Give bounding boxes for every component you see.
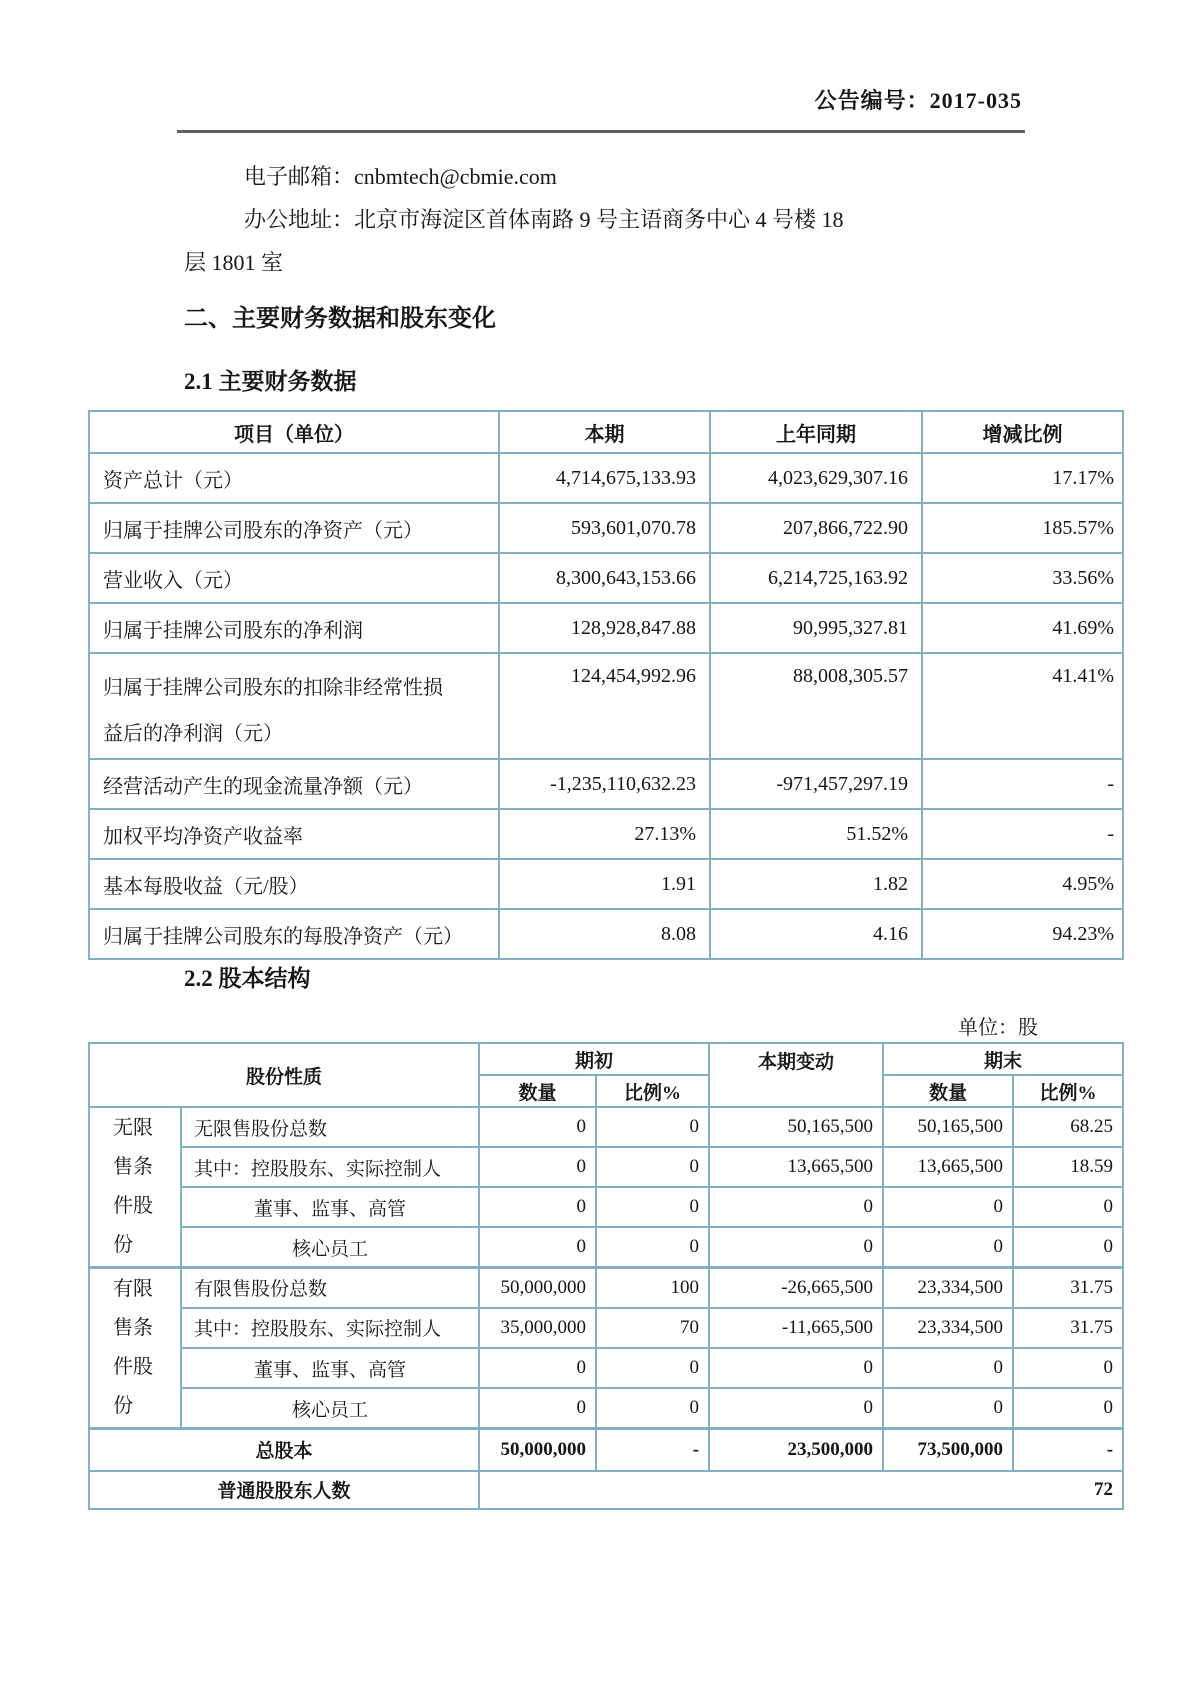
total-row <box>89 1429 1123 1471</box>
cell-begin-pct: 70 <box>596 1308 709 1348</box>
row-label: 有限售股份总数 <box>181 1268 479 1308</box>
subsection-heading-2-1: 2.1 主要财务数据 <box>184 369 357 394</box>
header-cell-begin-qty: 数量 <box>479 1075 596 1107</box>
cell-end-pct: 0 <box>1013 1187 1123 1227</box>
cell-change: 17.17% <box>922 453 1123 503</box>
row-label: 董事、监事、高管 <box>181 1348 479 1388</box>
group-label-restricted: 有限售条件股份 <box>89 1268 181 1429</box>
cell-end-qty: 50,165,500 <box>883 1107 1013 1147</box>
table-row <box>89 859 1123 909</box>
cell-prior: -971,457,297.19 <box>710 759 922 809</box>
table-row <box>89 1227 1123 1267</box>
cell-begin-qty: 50,000,000 <box>479 1268 596 1308</box>
cell-end-pct: 0 <box>1013 1388 1123 1428</box>
cell-change: -11,665,500 <box>709 1308 883 1348</box>
cell-prior: 1.82 <box>710 859 922 909</box>
section-heading: 二、主要财务数据和股东变化 <box>184 306 496 332</box>
header-cell-end-qty: 数量 <box>883 1075 1013 1107</box>
cell-change: - <box>922 809 1123 859</box>
cell-end-qty: 23,334,500 <box>883 1268 1013 1308</box>
cell-current: 8,300,643,153.66 <box>499 553 710 603</box>
table-row <box>89 1147 1123 1187</box>
address-line-1: 办公地址：北京市海淀区首体南路 9 号主语商务中心 4 号楼 18 <box>244 207 844 232</box>
cell-prior: 207,866,722.90 <box>710 503 922 553</box>
row-label: 董事、监事、高管 <box>181 1187 479 1227</box>
cell-change: 0 <box>709 1187 883 1227</box>
group-label-unrestricted: 无限售条件股份 <box>89 1107 181 1268</box>
financial-table-header-row <box>89 411 1123 453</box>
cell-begin-qty: 35,000,000 <box>479 1308 596 1348</box>
cell-end-pct: 18.59 <box>1013 1147 1123 1187</box>
row-label: 核心员工 <box>181 1227 479 1267</box>
cell-change: 0 <box>709 1348 883 1388</box>
row-label: 无限售股份总数 <box>181 1107 479 1147</box>
holders-count: 72 <box>479 1471 1123 1509</box>
cell-prior: 51.52% <box>710 809 922 859</box>
header-cell-begin-pct: 比例% <box>596 1075 709 1107</box>
cell-end-pct: 0 <box>1013 1348 1123 1388</box>
row-label: 归属于挂牌公司股东的净利润 <box>89 603 499 653</box>
cell-change: 23,500,000 <box>709 1429 883 1471</box>
cell-end-qty: 13,665,500 <box>883 1147 1013 1187</box>
email-line: 电子邮箱：cnbmtech@cbmie.com <box>244 164 557 189</box>
header-cell-item: 项目（单位） <box>89 411 499 453</box>
cell-begin-pct: 100 <box>596 1268 709 1308</box>
holders-row-label: 普通股股东人数 <box>89 1471 479 1509</box>
cell-change: 13,665,500 <box>709 1147 883 1187</box>
row-label: 其中：控股股东、实际控制人 <box>181 1308 479 1348</box>
cell-change: - <box>922 759 1123 809</box>
table-row <box>89 909 1123 959</box>
cell-change: 0 <box>709 1388 883 1428</box>
cell-change: 0 <box>709 1227 883 1267</box>
table-row <box>89 759 1123 809</box>
table-row <box>89 1308 1123 1348</box>
cell-current: -1,235,110,632.23 <box>499 759 710 809</box>
cell-begin-pct: 0 <box>596 1147 709 1187</box>
header-cell-change: 增减比例 <box>922 411 1123 453</box>
share-structure-table <box>88 1042 1124 1510</box>
cell-begin-qty: 50,000,000 <box>479 1429 596 1471</box>
table-row <box>89 503 1123 553</box>
cell-begin-pct: 0 <box>596 1107 709 1147</box>
cell-change: 4.95% <box>922 859 1123 909</box>
cell-begin-pct: 0 <box>596 1388 709 1428</box>
table-row <box>89 453 1123 503</box>
cell-end-qty: 0 <box>883 1227 1013 1267</box>
table-row <box>89 1268 1123 1308</box>
header-cell-end-pct: 比例% <box>1013 1075 1123 1107</box>
cell-prior: 4,023,629,307.16 <box>710 453 922 503</box>
row-label: 加权平均净资产收益率 <box>89 809 499 859</box>
header-cell-current: 本期 <box>499 411 710 453</box>
cell-begin-qty: 0 <box>479 1187 596 1227</box>
cell-current: 593,601,070.78 <box>499 503 710 553</box>
table-row <box>89 1388 1123 1428</box>
address-line-2: 层 1801 室 <box>184 250 284 275</box>
cell-change: 94.23% <box>922 909 1123 959</box>
cell-end-qty: 0 <box>883 1348 1013 1388</box>
cell-begin-pct: - <box>596 1429 709 1471</box>
unit-note: 单位：股 <box>958 1017 1038 1039</box>
cell-end-pct: 31.75 <box>1013 1308 1123 1348</box>
cell-end-pct: 31.75 <box>1013 1268 1123 1308</box>
header-cell-end: 期末 <box>883 1043 1123 1075</box>
table-row <box>89 1187 1123 1227</box>
table-row <box>89 1348 1123 1388</box>
subsection-heading-2-2: 2.2 股本结构 <box>184 966 311 991</box>
table-row <box>89 653 1123 759</box>
cell-begin-qty: 0 <box>479 1388 596 1428</box>
cell-prior: 90,995,327.81 <box>710 603 922 653</box>
doc-number: 公告编号：2017-035 <box>814 88 1022 113</box>
row-label: 核心员工 <box>181 1388 479 1428</box>
cell-current: 124,454,992.96 <box>499 653 710 759</box>
row-label: 基本每股收益（元/股） <box>89 859 499 909</box>
cell-change: 33.56% <box>922 553 1123 603</box>
cell-end-pct: 68.25 <box>1013 1107 1123 1147</box>
row-label: 归属于挂牌公司股东的净资产（元） <box>89 503 499 553</box>
row-label: 经营活动产生的现金流量净额（元） <box>89 759 499 809</box>
cell-change: 41.41% <box>922 653 1123 759</box>
header-cell-share-nature: 股份性质 <box>89 1043 479 1107</box>
cell-current: 128,928,847.88 <box>499 603 710 653</box>
table-row <box>89 553 1123 603</box>
row-label: 资产总计（元） <box>89 453 499 503</box>
cell-current: 1.91 <box>499 859 710 909</box>
cell-current: 8.08 <box>499 909 710 959</box>
cell-end-pct: - <box>1013 1429 1123 1471</box>
header-cell-prior: 上年同期 <box>710 411 922 453</box>
cell-begin-qty: 0 <box>479 1147 596 1187</box>
row-label: 归属于挂牌公司股东的每股净资产（元） <box>89 909 499 959</box>
cell-change: 41.69% <box>922 603 1123 653</box>
table-row <box>89 809 1123 859</box>
cell-change: -26,665,500 <box>709 1268 883 1308</box>
header-cell-change: 本期变动 <box>709 1043 883 1107</box>
cell-begin-qty: 0 <box>479 1107 596 1147</box>
cell-begin-qty: 0 <box>479 1348 596 1388</box>
cell-begin-pct: 0 <box>596 1227 709 1267</box>
header-cell-begin: 期初 <box>479 1043 709 1075</box>
cell-prior: 88,008,305.57 <box>710 653 922 759</box>
header-divider <box>177 130 1025 133</box>
total-row-label: 总股本 <box>89 1429 479 1471</box>
holders-row <box>89 1471 1123 1509</box>
table-row <box>89 1107 1123 1147</box>
cell-end-qty: 73,500,000 <box>883 1429 1013 1471</box>
cell-begin-pct: 0 <box>596 1348 709 1388</box>
table-row <box>89 603 1123 653</box>
cell-current: 4,714,675,133.93 <box>499 453 710 503</box>
share-table-header-row-1 <box>89 1043 1123 1075</box>
cell-end-qty: 23,334,500 <box>883 1308 1013 1348</box>
cell-end-qty: 0 <box>883 1187 1013 1227</box>
financial-table <box>88 410 1124 960</box>
cell-current: 27.13% <box>499 809 710 859</box>
cell-change: 50,165,500 <box>709 1107 883 1147</box>
cell-end-pct: 0 <box>1013 1227 1123 1267</box>
cell-begin-qty: 0 <box>479 1227 596 1267</box>
row-label: 归属于挂牌公司股东的扣除非经常性损益后的净利润（元） <box>89 653 499 759</box>
cell-prior: 6,214,725,163.92 <box>710 553 922 603</box>
row-label: 其中：控股股东、实际控制人 <box>181 1147 479 1187</box>
row-label: 营业收入（元） <box>89 553 499 603</box>
cell-prior: 4.16 <box>710 909 922 959</box>
cell-begin-pct: 0 <box>596 1187 709 1227</box>
cell-change: 185.57% <box>922 503 1123 553</box>
cell-end-qty: 0 <box>883 1388 1013 1428</box>
